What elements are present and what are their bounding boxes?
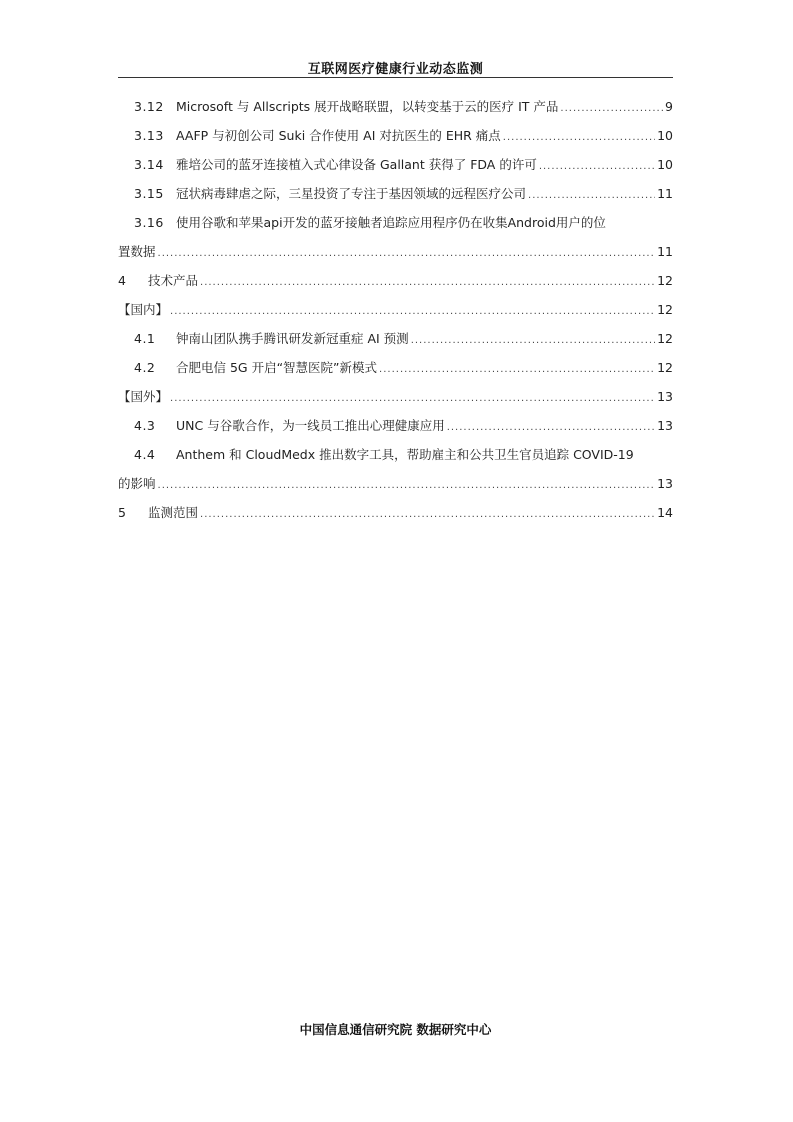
toc-entry-title: 钟南山团队携手腾讯研发新冠重症 AI 预测 [176, 331, 409, 346]
toc-group-title: 【国外】 [118, 389, 169, 404]
toc-entry-number: 3.13 [134, 128, 164, 143]
toc-dot-leader [560, 98, 663, 120]
toc-entry-page: 13 [657, 418, 673, 433]
toc-entry-3-16[interactable] [118, 212, 673, 270]
toc-entry-number: 4.4 [134, 447, 156, 462]
toc-entry-page: 12 [657, 273, 673, 288]
toc-entry-5[interactable] [118, 502, 673, 531]
toc-entry-number: 4 [118, 273, 127, 288]
toc-dot-leader [539, 156, 655, 178]
toc-dot-leader [158, 243, 656, 265]
toc-entry-page: 12 [657, 302, 673, 317]
page-footer-text: 中国信息通信研究院 数据研究中心 [299, 1022, 492, 1037]
toc-entry-page: 13 [657, 476, 673, 491]
toc-entry-title: UNC 与谷歌合作，为一线员工推出心理健康应用 [176, 418, 445, 433]
toc-entry-title-line2: 的影响 [118, 476, 156, 491]
toc-entry-page: 10 [657, 157, 673, 172]
toc-entry-page: 10 [657, 128, 673, 143]
toc-dot-leader [503, 127, 655, 149]
toc-entry-page: 14 [657, 505, 673, 520]
toc-entry-3-13[interactable] [118, 125, 673, 154]
toc-entry-title-line1: Anthem 和 CloudMedx 推出数字工具，帮助雇主和公共卫生官员追踪 COVID-19 [176, 447, 634, 462]
toc-group-domestic[interactable] [118, 299, 673, 328]
toc-entry-3-14[interactable] [118, 154, 673, 183]
toc-entry-page: 12 [657, 331, 673, 346]
toc-entry-4-2[interactable] [118, 357, 673, 386]
toc-dot-leader [170, 301, 655, 323]
toc-entry-page: 11 [657, 186, 673, 201]
toc-entry-title-line2: 置数据 [118, 244, 156, 259]
page-header-title: 互联网医疗健康行业动态监测 [307, 62, 484, 77]
toc-entry-page: 11 [657, 244, 673, 259]
toc-dot-leader [379, 359, 655, 381]
toc-group-title: 【国内】 [118, 302, 169, 317]
toc-dot-leader [200, 504, 655, 526]
toc-dot-leader [447, 417, 655, 439]
table-of-contents [118, 96, 673, 531]
toc-entry-number: 4.1 [134, 331, 156, 346]
toc-dot-leader [528, 185, 655, 207]
toc-group-international[interactable] [118, 386, 673, 415]
toc-dot-leader [411, 330, 655, 352]
toc-entry-4-1[interactable] [118, 328, 673, 357]
toc-entry-3-12[interactable] [118, 96, 673, 125]
toc-entry-number: 3.12 [134, 99, 164, 114]
toc-dot-leader [170, 388, 655, 410]
toc-entry-number: 3.15 [134, 186, 164, 201]
header-divider [118, 77, 673, 78]
toc-dot-leader [200, 272, 655, 294]
toc-entry-title: 监测范围 [148, 505, 199, 520]
toc-entry-title-line1: 使用谷歌和苹果api开发的蓝牙接触者追踪应用程序仍在收集Android用户的位 [176, 215, 606, 230]
toc-entry-4-4[interactable] [118, 444, 673, 502]
toc-entry-title: AAFP 与初创公司 Suki 合作使用 AI 对抗医生的 EHR 痛点 [176, 128, 501, 143]
toc-entry-number: 5 [118, 505, 127, 520]
toc-dot-leader [158, 475, 656, 497]
toc-entry-4-3[interactable] [118, 415, 673, 444]
toc-entry-title: 技术产品 [148, 273, 199, 288]
toc-entry-title: 雅培公司的蓝牙连接植入式心律设备 Gallant 获得了 FDA 的许可 [176, 157, 537, 172]
toc-entry-page: 9 [665, 99, 673, 114]
toc-entry-page: 13 [657, 389, 673, 404]
toc-entry-page: 12 [657, 360, 673, 375]
toc-entry-number: 4.2 [134, 360, 156, 375]
toc-entry-4[interactable] [118, 270, 673, 299]
toc-entry-number: 3.14 [134, 157, 164, 172]
toc-entry-title: Microsoft 与 Allscripts 展开战略联盟，以转变基于云的医疗 IT 产品 [176, 99, 559, 114]
toc-entry-title: 冠状病毒肆虐之际，三星投资了专注于基因领域的远程医疗公司 [176, 186, 527, 201]
toc-entry-number: 4.3 [134, 418, 156, 433]
toc-entry-3-15[interactable] [118, 183, 673, 212]
toc-entry-title: 合肥电信 5G 开启“智慧医院”新模式 [176, 360, 378, 375]
toc-entry-number: 3.16 [134, 215, 164, 230]
